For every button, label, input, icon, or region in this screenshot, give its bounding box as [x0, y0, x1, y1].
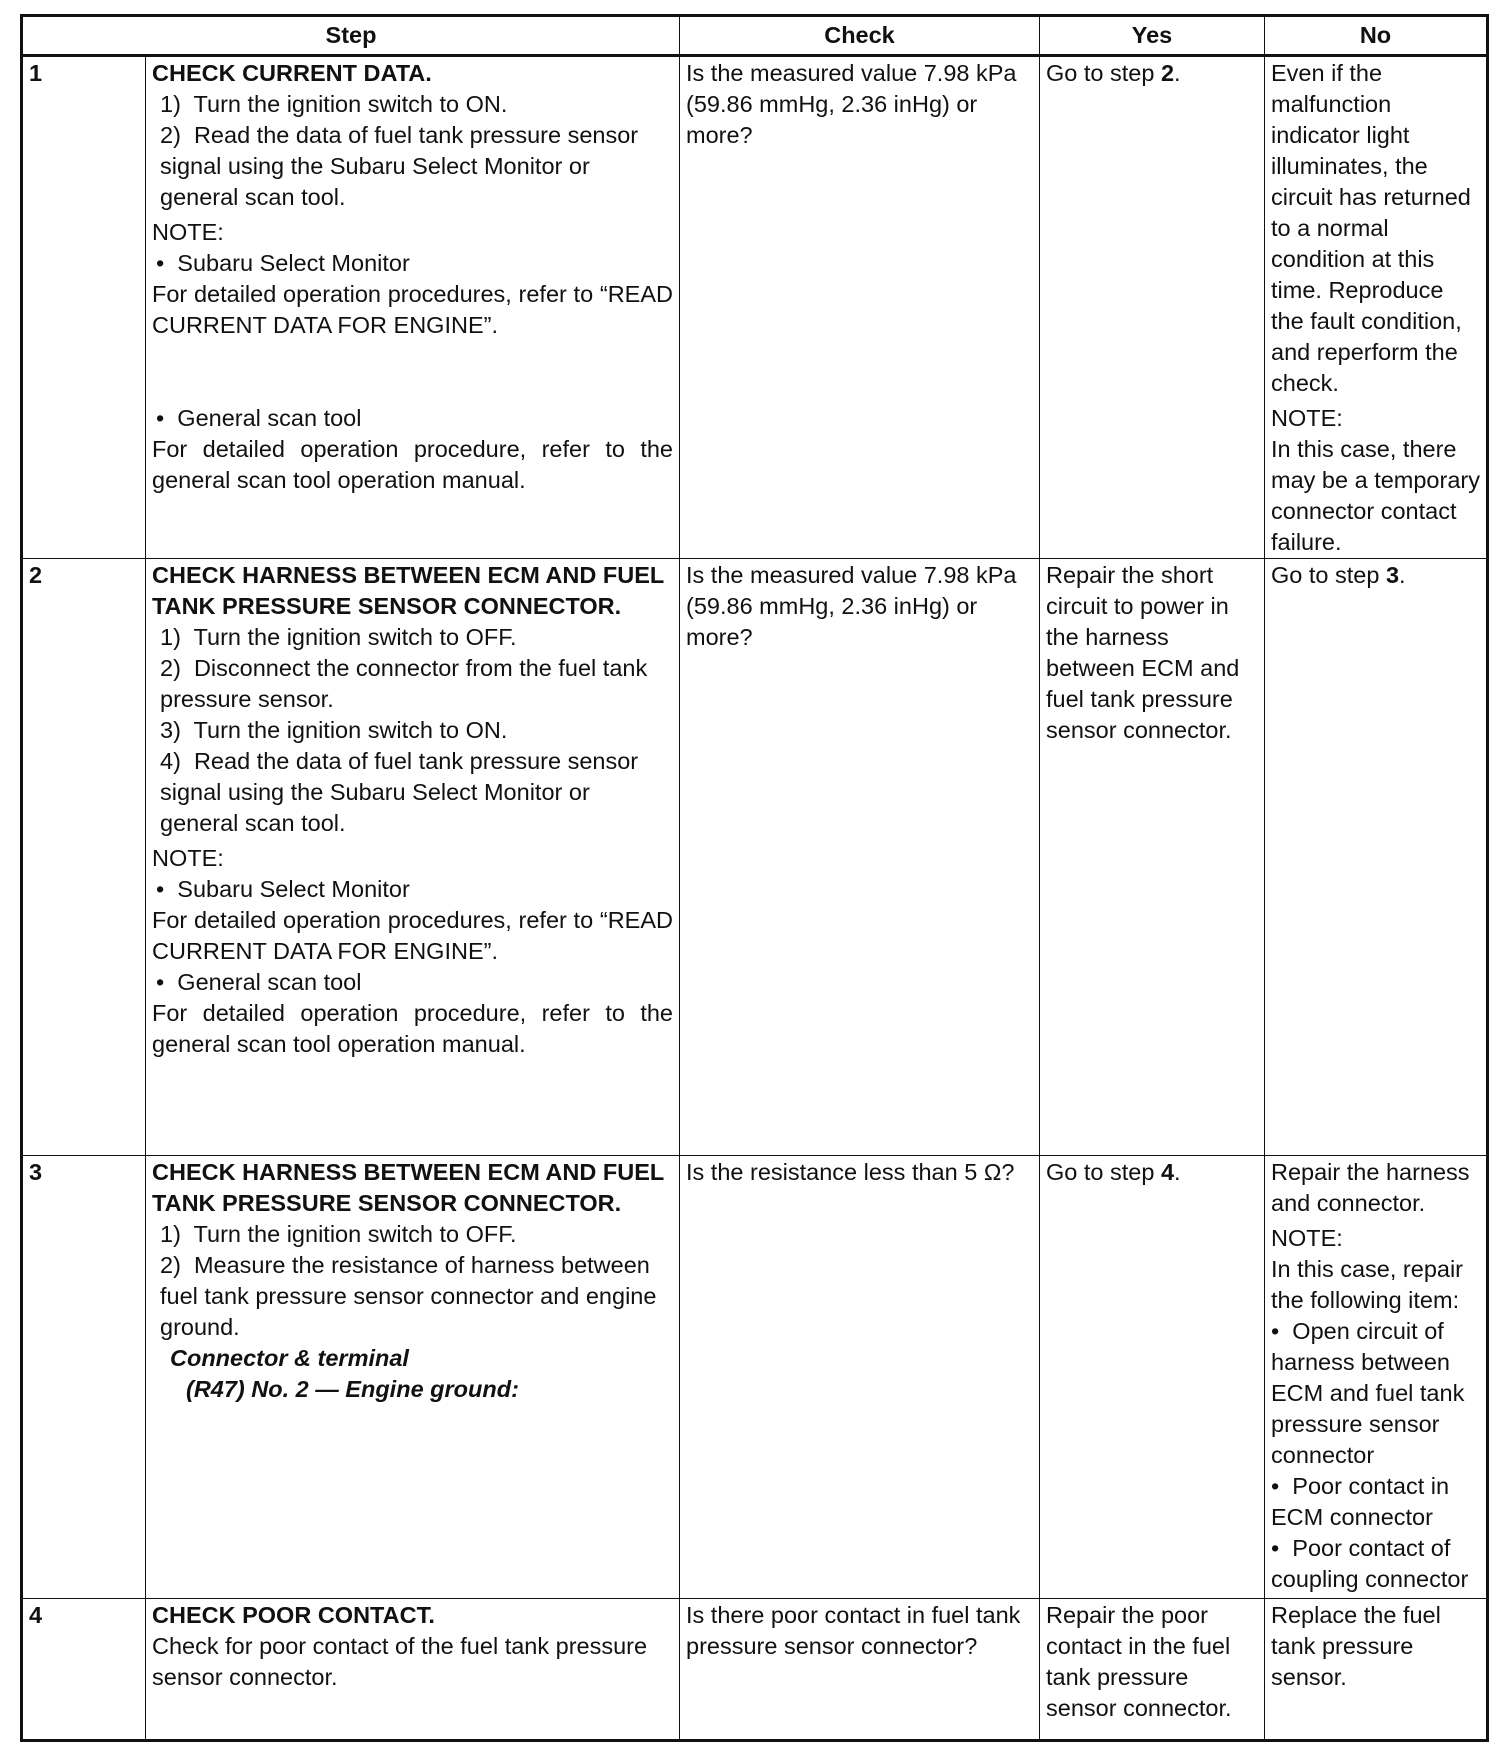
table-row [22, 559, 1488, 1156]
no-note: In this case, there may be a temporary connector contact failure. [1271, 436, 1480, 555]
step-item: 1) Turn the ignition switch to OFF. [160, 624, 517, 650]
yes-cell: Repair the short circuit to power in the harness between ECM and fuel tank pressure sensor connector. [1040, 559, 1265, 1156]
header-row [22, 16, 1488, 56]
check-cell: Is the measured value 7.98 kPa (59.86 mmHg, 2.36 inHg) or more? [680, 559, 1040, 1156]
no-bullet: • Poor contact in ECM connector [1271, 1473, 1450, 1530]
note-bullet: • Subaru Select Monitor [156, 250, 410, 276]
header-step: Step [22, 16, 680, 56]
no-cell [1265, 1156, 1488, 1599]
step-cell [146, 1599, 680, 1741]
step-cell [146, 56, 680, 559]
yes-cell [1040, 56, 1265, 559]
note-label: NOTE: [152, 845, 224, 871]
no-prefix: Go to step [1271, 562, 1386, 588]
note-text: For detailed operation procedures, refer to “READ CURRENT DATA FOR ENGINE”. [152, 907, 673, 964]
yes-suffix: . [1174, 60, 1181, 86]
spacer [152, 341, 673, 403]
step-number: 1 [22, 56, 146, 559]
step-text: Check for poor contact of the fuel tank pressure sensor connector. [152, 1633, 648, 1690]
no-bullet: • Open circuit of harness between ECM and fuel tank pressure sensor connector [1271, 1318, 1465, 1468]
step-item: 3) Turn the ignition switch to ON. [160, 717, 508, 743]
step-item: 1) Turn the ignition switch to OFF. [160, 1221, 517, 1247]
step-item: 1) Turn the ignition switch to ON. [160, 91, 508, 117]
step-title: CHECK CURRENT DATA. [152, 60, 432, 86]
no-note-label: NOTE: [1271, 1225, 1343, 1251]
table-row [22, 1599, 1488, 1741]
step-number: 3 [22, 1156, 146, 1599]
no-text: Repair the harness and connector. [1271, 1159, 1470, 1216]
note-text: For detailed operation procedure, refer to the general scan tool operation manual. [152, 1000, 673, 1057]
yes-cell [1040, 1156, 1265, 1599]
connector-label: Connector & terminal [170, 1345, 409, 1371]
check-cell: Is there poor contact in fuel tank pressure sensor connector? [680, 1599, 1040, 1741]
connector-value: (R47) No. 2 — Engine ground: [186, 1376, 519, 1402]
table-row [22, 56, 1488, 559]
step-cell [146, 559, 680, 1156]
step-title: CHECK HARNESS BETWEEN ECM AND FUEL TANK PRESSURE SENSOR CONNECTOR. [152, 562, 664, 619]
no-bullet: • Poor contact of coupling connector [1271, 1535, 1469, 1592]
yes-prefix: Go to step [1046, 1159, 1161, 1185]
note-text: For detailed operation procedures, refer to “READ CURRENT DATA FOR ENGINE”. [152, 281, 673, 338]
no-text: Even if the malfunction indicator light illuminates, the circuit has returned to a normal condition at this time. Reproduce the fault condition, and reperform the check. [1271, 60, 1471, 396]
yes-cell: Repair the poor contact in the fuel tank pressure sensor connector. [1040, 1599, 1265, 1741]
no-cell [1265, 56, 1488, 559]
header-no: No [1265, 16, 1488, 56]
step-number: 4 [22, 1599, 146, 1741]
step-title: CHECK POOR CONTACT. [152, 1602, 435, 1628]
step-item: 2) Disconnect the connector from the fuel tank pressure sensor. [160, 655, 648, 712]
no-suffix: . [1399, 562, 1406, 588]
step-item: 2) Read the data of fuel tank pressure sensor signal using the Subaru Select Monitor or general scan tool. [160, 122, 639, 210]
note-label: NOTE: [152, 219, 224, 245]
yes-prefix: Go to step [1046, 60, 1161, 86]
yes-step-number: 4 [1160, 1159, 1175, 1185]
note-bullet: • Subaru Select Monitor [156, 876, 410, 902]
no-note-label: NOTE: [1271, 405, 1343, 431]
check-cell: Is the resistance less than 5 Ω? [680, 1156, 1040, 1599]
step-item: 2) Measure the resistance of harness between fuel tank pressure sensor connector and engine ground. [160, 1252, 657, 1340]
note-bullet: • General scan tool [156, 969, 362, 995]
step-title: CHECK HARNESS BETWEEN ECM AND FUEL TANK PRESSURE SENSOR CONNECTOR. [152, 1159, 664, 1216]
step-cell [146, 1156, 680, 1599]
note-bullet: • General scan tool [156, 405, 362, 431]
no-cell [1265, 559, 1488, 1156]
note-text: For detailed operation procedure, refer to the general scan tool operation manual. [152, 436, 673, 493]
step-number: 2 [22, 559, 146, 1156]
header-check: Check [680, 16, 1040, 56]
yes-step-number: 2 [1160, 60, 1175, 86]
no-step-number: 3 [1385, 562, 1400, 588]
header-yes: Yes [1040, 16, 1265, 56]
yes-suffix: . [1174, 1159, 1181, 1185]
check-cell: Is the measured value 7.98 kPa (59.86 mmHg, 2.36 inHg) or more? [680, 56, 1040, 559]
no-note: In this case, repair the following item: [1271, 1256, 1464, 1313]
step-item: 4) Read the data of fuel tank pressure sensor signal using the Subaru Select Monitor or general scan tool. [160, 748, 639, 836]
table-row [22, 1156, 1488, 1599]
no-cell: Replace the fuel tank pressure sensor. [1265, 1599, 1488, 1741]
diagnostic-table [20, 14, 1489, 1742]
